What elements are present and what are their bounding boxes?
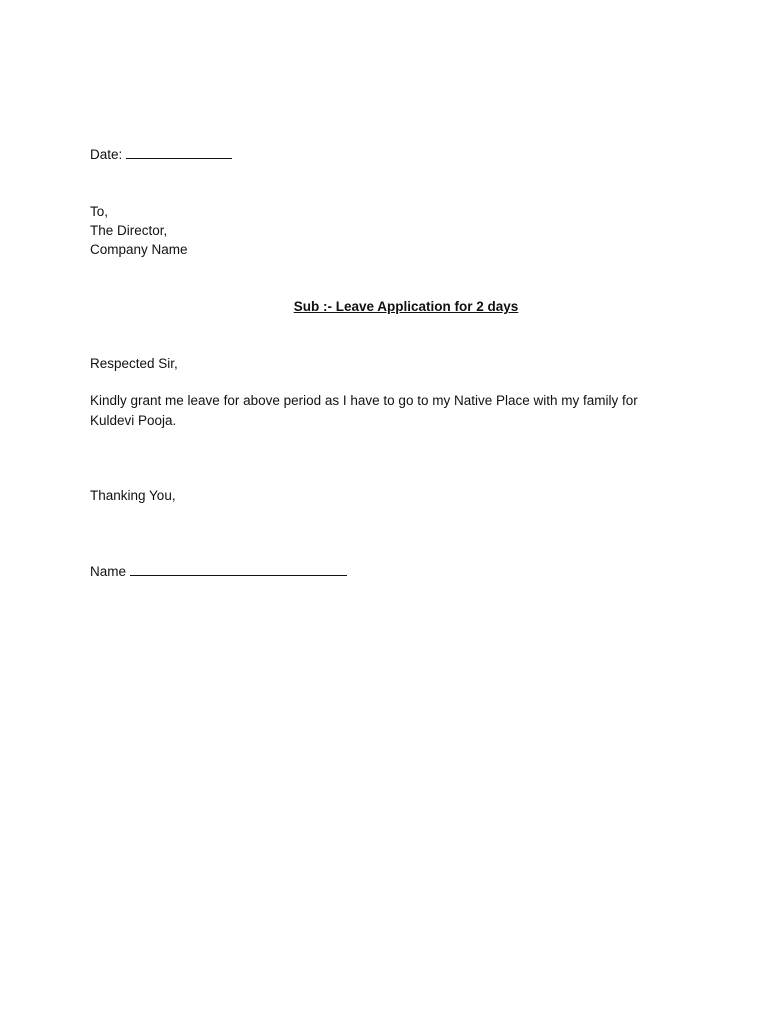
closing: Thanking You,	[90, 488, 176, 503]
recipient-block	[90, 202, 188, 259]
salutation: Respected Sir,	[90, 356, 178, 371]
recipient-line-title: The Director,	[90, 223, 168, 238]
recipient-line-to: To,	[90, 204, 109, 219]
name-blank-field	[130, 563, 347, 576]
date-line	[90, 145, 232, 164]
name-line	[90, 562, 347, 581]
date-label: Date:	[90, 147, 123, 162]
letter-body: Kindly grant me leave for above period as I have to go to my Native Place with my family for Kuldevi Pooja.	[90, 393, 638, 428]
name-label: Name	[90, 564, 127, 579]
date-blank-field	[126, 146, 232, 159]
subject-line: Sub :- Leave Application for 2 days	[293, 299, 519, 314]
recipient-line-company: Company Name	[90, 242, 188, 257]
